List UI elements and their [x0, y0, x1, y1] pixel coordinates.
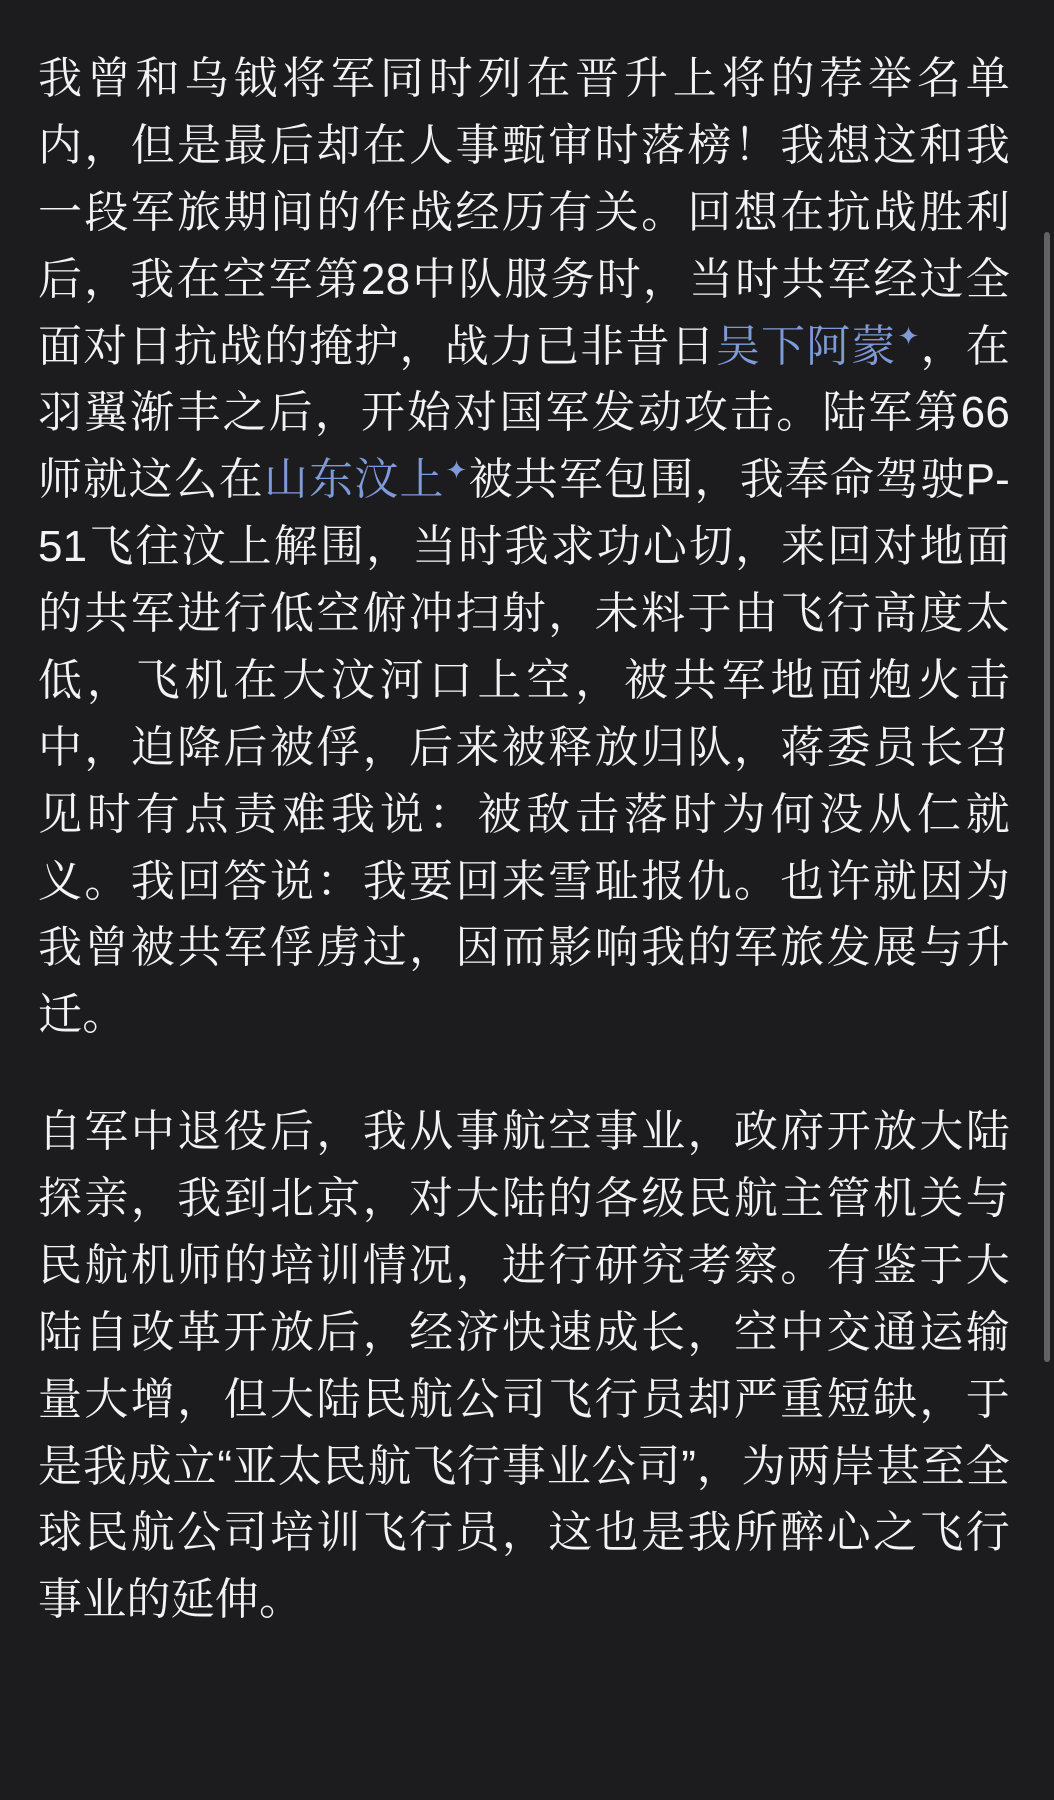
- paragraph-text: ，在羽翼渐丰之后，开始对国军发动攻击。陆军第66师就这么在: [38, 321, 1010, 505]
- inline-link[interactable]: 山东汶上: [263, 455, 445, 505]
- paragraph-text: 自军中退役后，我从事航空事业，政府开放大陆探亲，我到北京，对大陆的各级民航主管机关与民航机师的培训情况，进行研究考察。有鉴于大陆自改革开放后，经济快速成长，空中交通运输量大增，但大陆民航公司飞行员却严重短缺，于是我成立“亚太民航飞行事业公司”，为两岸甚至全球民航公司培训飞行员，这也是我所醉心之飞行事业的延伸。: [38, 1107, 1010, 1625]
- paragraph-text: 我曾和乌钺将军同时列在晋升上将的荐举名单内，但是最后却在人事甄审时落榜！我想这和我一段军旅期间的作战经历有关。回想在抗战胜利后，我在空军第28中队服务时，当时共军经过全面对日抗战的掩护，战力已非昔日: [38, 54, 1010, 371]
- article-body: [38, 46, 1010, 1634]
- scrollbar-track[interactable]: [1044, 0, 1050, 1800]
- inline-link[interactable]: 吴下阿蒙: [715, 321, 897, 371]
- paragraph: [38, 46, 1010, 1049]
- paragraph: [38, 1099, 1010, 1634]
- scrollbar-thumb[interactable]: [1044, 232, 1050, 1362]
- paragraph-text: 被共军包围，我奉命驾驶P-51飞往汶上解围，当时我求功心切，来回对地面的共军进行低空俯冲扫射，未料于由飞行高度太低，飞机在大汶河口上空，被共军地面炮火击中，迫降后被俘，后来被释放归队，蒋委员长召见时有点责难我说：被敌击落时为何没从仁就义。我回答说：我要回来雪耻报仇。也许就因为我曾被共军俘虏过，因而影响我的军旅发展与升迁。: [38, 455, 1010, 1040]
- link-badge-icon: ✦: [897, 320, 920, 351]
- link-badge-icon: ✦: [445, 454, 468, 485]
